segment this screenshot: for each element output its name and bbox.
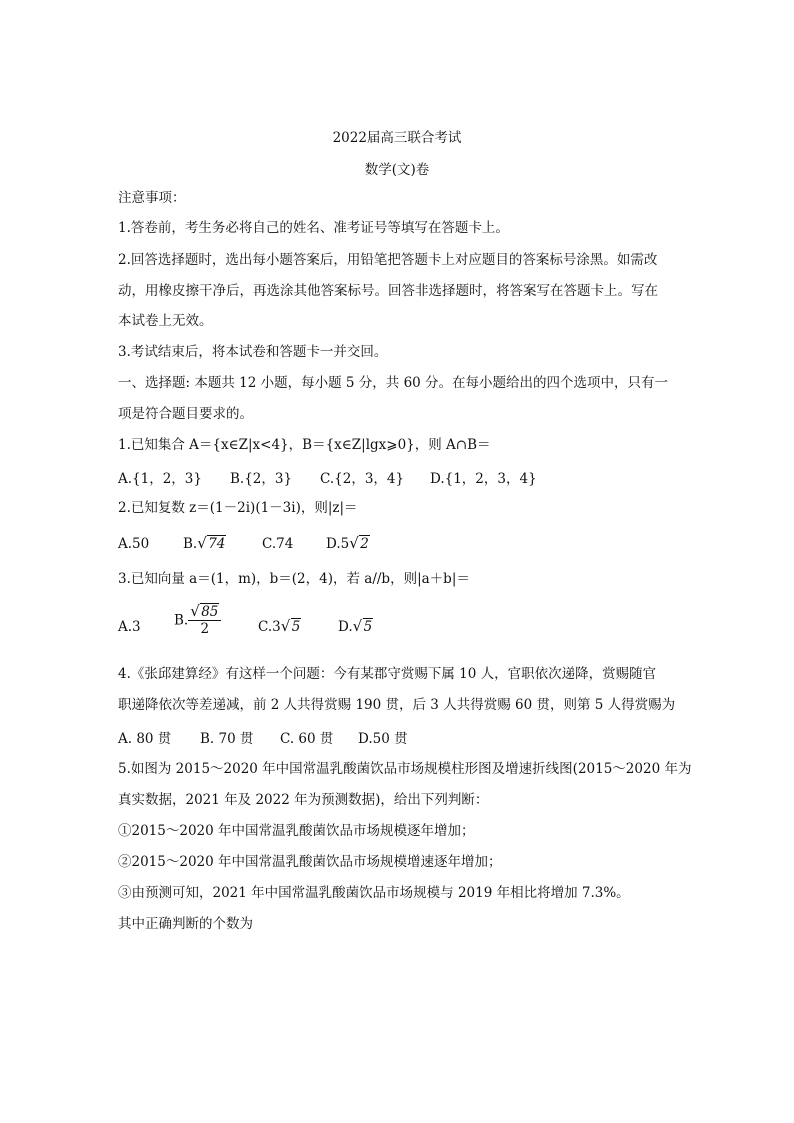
q2-option-d: [326, 536, 370, 552]
q4-option-c: C. 60 贯: [280, 731, 334, 747]
q4-option-a: A. 80 贯: [118, 731, 172, 747]
q3-option-c-radicand: 5: [291, 619, 301, 635]
q4-option-b: B. 70 贯: [200, 731, 254, 747]
note-2-line-1: 2.回答选择题时，选出每小题答案后，用铅笔把答题卡上对应题目的答案标号涂黑。如需改: [118, 252, 658, 268]
q3-option-c-label: C.3: [258, 619, 281, 635]
question-5-ask: 其中正确判断的个数为: [118, 916, 253, 932]
q3-option-d-label: D.: [338, 619, 353, 635]
q3-option-b: [174, 604, 221, 637]
q2-option-a: A.50: [118, 536, 150, 552]
question-1-stem: 1.已知集合 A＝{x∈Z|x<4}，B＝{x∈Z|lgx⩾0}，则 A∩B＝: [118, 437, 491, 453]
sqrt-symbol: √ 74: [197, 534, 226, 552]
q1-option-d: D.{1，2，3，4}: [430, 471, 537, 487]
q3-option-a: A.3: [118, 619, 141, 635]
q2-option-b-label: B.: [183, 536, 198, 552]
q4-option-d: D.50 贯: [358, 731, 408, 747]
question-5-line-1: 5.如图为 2015～2020 年中国常温乳酸菌饮品市场规模柱形图及增速折线图(2015～2020 年为: [118, 761, 692, 777]
exam-subtitle: 数学(文)卷: [364, 162, 430, 178]
q2-option-d-label: D.5: [326, 536, 350, 552]
q3-option-c: [258, 619, 301, 635]
judgment-1: ①2015～2020 年中国常温乳酸菌饮品市场规模逐年增加；: [118, 823, 475, 839]
sqrt-symbol: √ 85: [190, 602, 219, 620]
exam-title: 2022届高三联合考试: [332, 130, 462, 146]
q2-option-b-radicand: 74: [208, 536, 226, 552]
fraction: [188, 604, 221, 637]
judgment-3: ③由预测可知，2021 年中国常温乳酸菌饮品市场规模与 2019 年相比将增加 7.3%。: [118, 885, 630, 901]
section-heading-line-2: 项是符合题目要求的。: [118, 406, 253, 422]
q3-option-d-radicand: 5: [363, 619, 373, 635]
question-3-stem: 3.已知向量 a＝(1，m)，b＝(2，4)，若 a//b，则|a＋b|＝: [118, 571, 470, 587]
note-2-line-3: 本试卷上无效。: [118, 313, 213, 329]
q1-option-a: A.{1，2，3}: [118, 471, 202, 487]
notes-heading: 注意事项：: [118, 190, 186, 206]
section-heading-line-1: 一、选择题: 本题共 12 小题，每小题 5 分，共 60 分。在每小题给出的四个选项中，只有一: [118, 375, 669, 391]
note-2-line-2: 动，用橡皮擦干净后，再选涂其他答案标号。回答非选择题时，将答案写在答题卡上。写在: [118, 283, 658, 299]
q3-option-b-denominator: 2: [200, 621, 210, 637]
judgment-2: ②2015～2020 年中国常温乳酸菌饮品市场规模增速逐年增加；: [118, 854, 502, 870]
q3-option-b-label: B.: [174, 612, 189, 629]
sqrt-symbol: √ 5: [352, 617, 373, 635]
q1-option-c: C.{2，3，4}: [320, 471, 405, 487]
q3-option-b-numerator: 85: [201, 604, 219, 620]
sqrt-symbol: √ 5: [280, 617, 301, 635]
question-2-stem: 2.已知复数 z＝(1－2i)(1－3i)，则|z|＝: [118, 500, 358, 516]
note-3: 3.考试结束后，将本试卷和答题卡一并交回。: [118, 344, 388, 360]
q3-option-d: [338, 619, 373, 635]
question-4-line-2: 职递降依次等差递减，前 2 人共得赏赐 190 贯，后 3 人共得赏赐 60 贯，则第 5 人得赏赐为: [118, 697, 676, 713]
q2-option-c: C.74: [262, 536, 294, 552]
question-4-line-1: 4.《张邱建算经》有这样一个问题：今有某郡守赏赐下属 10 人，官职依次递降，赏赐随官: [118, 666, 657, 682]
question-5-line-2: 真实数据，2021 年及 2022 年为预测数据)，给出下列判断：: [118, 792, 489, 808]
note-1: 1.答卷前，考生务必将自己的姓名、准考证号等填写在答题卡上。: [118, 220, 509, 236]
q1-option-b: B.{2，3}: [230, 471, 293, 487]
sqrt-symbol: √ 2: [349, 534, 369, 552]
q2-option-b: [183, 536, 226, 552]
q2-option-d-radicand: 2: [360, 536, 369, 552]
